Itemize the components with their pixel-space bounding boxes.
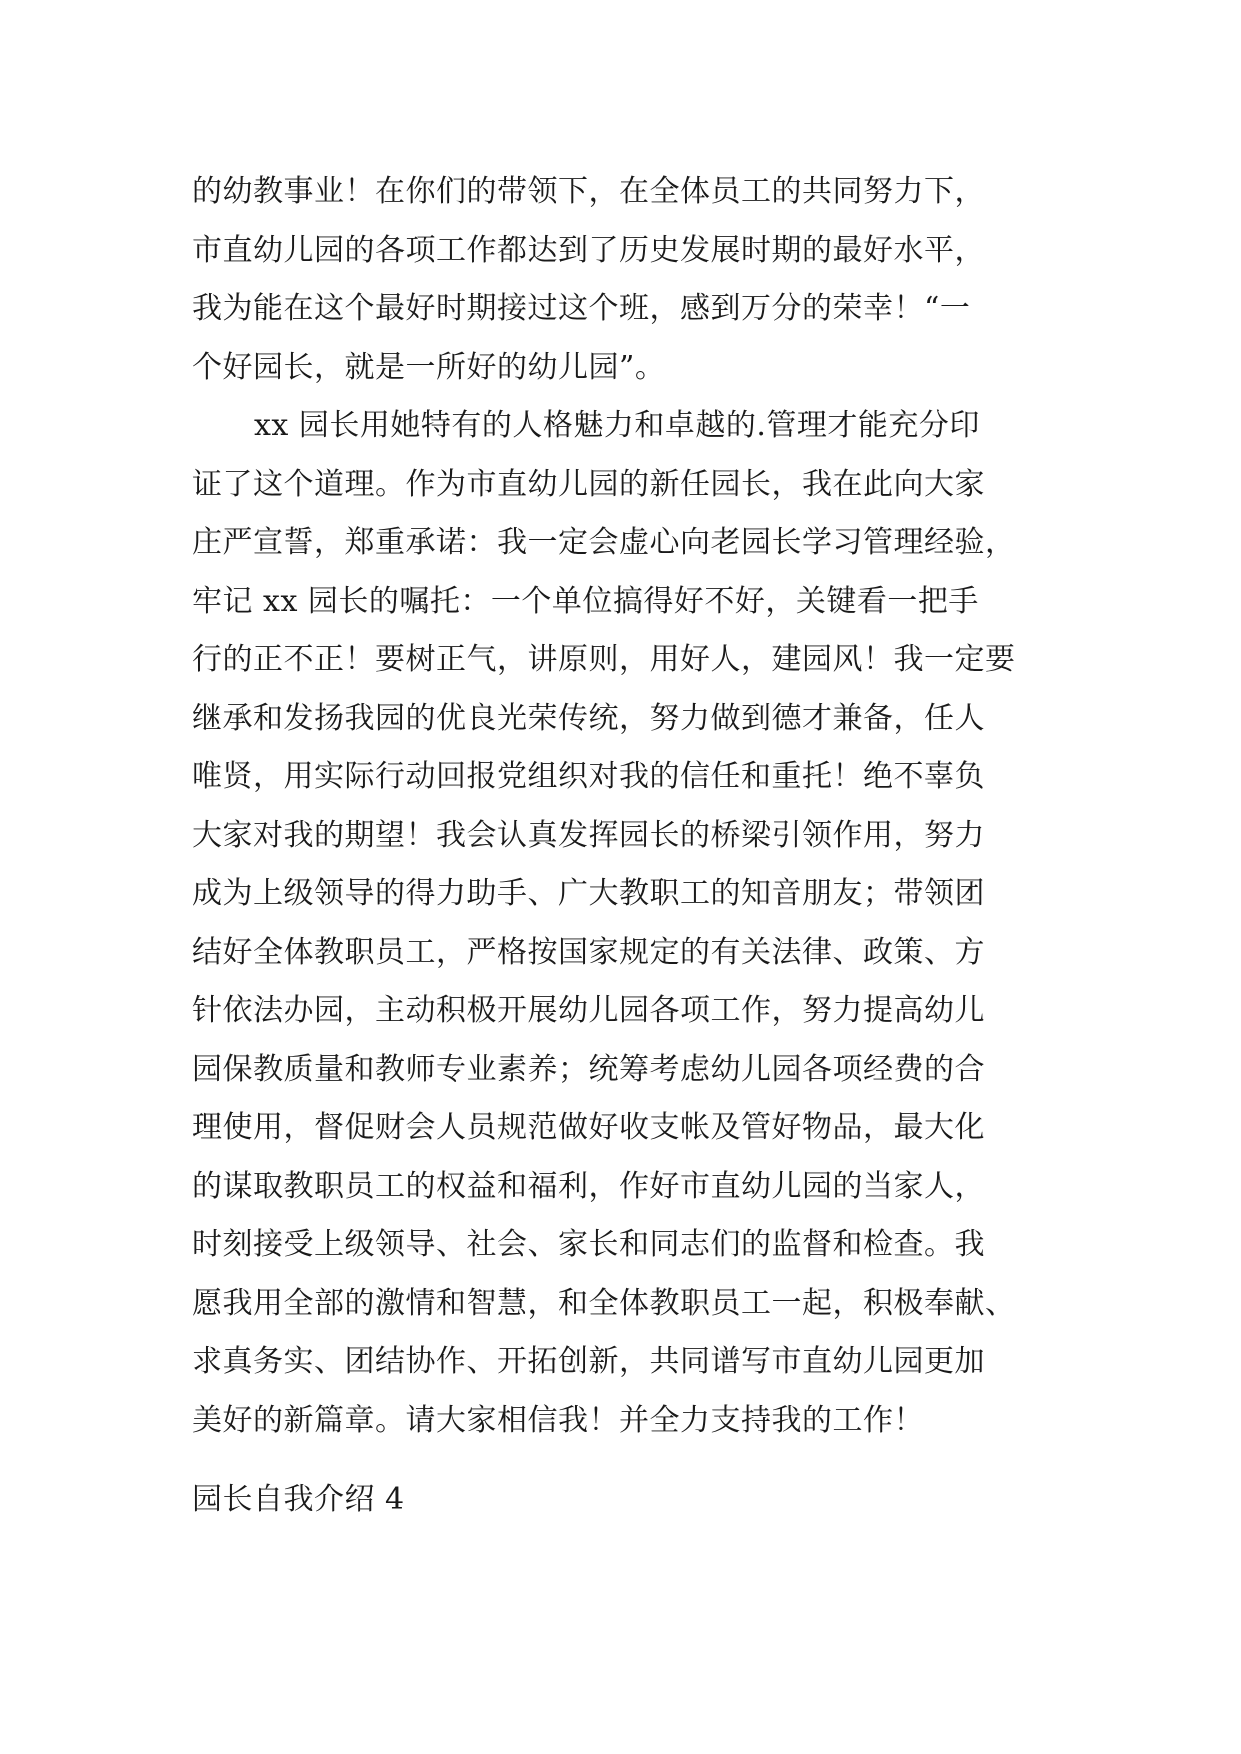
text-line: 市直幼儿园的各项工作都达到了历史发展时期的最好水平， <box>192 232 985 268</box>
text-line: 愿我用全部的激情和智慧，和全体教职员工一起，积极奉献、 <box>192 1285 1016 1321</box>
paragraph-2 <box>192 397 1072 1450</box>
paragraph-1 <box>192 163 1072 397</box>
text-line: 理使用，督促财会人员规范做好收支帐及管好物品，最大化 <box>192 1110 985 1145</box>
text-line: 我为能在这个最好时期接过这个班，感到万分的荣幸！“一 <box>192 291 971 326</box>
text-line: 时刻接受上级领导、社会、家长和同志们的监督和检查。我 <box>192 1227 985 1262</box>
section-heading: 园长自我介绍 4 <box>192 1482 405 1517</box>
text-line: 结好全体教职员工，严格按国家规定的有关法律、政策、方 <box>192 934 985 970</box>
text-line: 大家对我的期望！我会认真发挥园长的桥梁引领作用，努力 <box>192 817 985 853</box>
text-line: 的幼教事业！在你们的带领下，在全体员工的共同努力下， <box>192 174 985 209</box>
text-line: 求真务实、团结协作、开拓创新，共同谱写市直幼儿园更加 <box>192 1344 985 1379</box>
text-line: 成为上级领导的得力助手、广大教职工的知音朋友；带领团 <box>192 876 985 911</box>
text-line: 行的正不正！要树正气，讲原则，用好人，建园风！我一定要 <box>192 642 1016 677</box>
body-text <box>192 163 1072 1450</box>
text-line: 证了这个道理。作为市直幼儿园的新任园长，我在此向大家 <box>192 466 985 502</box>
text-line: 美好的新篇章。请大家相信我！并全力支持我的工作！ <box>192 1402 924 1438</box>
text-line: 唯贤，用实际行动回报党组织对我的信任和重托！绝不辜负 <box>192 759 985 794</box>
text-line: 继承和发扬我园的优良光荣传统，努力做到德才兼备，任人 <box>192 700 985 736</box>
text-line: 针依法办园，主动积极开展幼儿园各项工作，努力提高幼儿 <box>192 993 985 1028</box>
text-line: 的谋取教职员工的权益和福利，作好市直幼儿园的当家人， <box>192 1168 985 1204</box>
text-line: xx 园长用她特有的人格魅力和卓越的.管理才能充分印 <box>254 408 980 443</box>
text-line: 个好园长，就是一所好的幼儿园”。 <box>192 349 666 385</box>
text-line: 园保教质量和教师专业素养；统筹考虑幼儿园各项经费的合 <box>192 1051 985 1087</box>
text-line: 庄严宣誓，郑重承诺：我一定会虚心向老园长学习管理经验， <box>192 525 1016 560</box>
text-line: 牢记 xx 园长的嘱托：一个单位搞得好不好，关键看一把手 <box>192 583 979 619</box>
